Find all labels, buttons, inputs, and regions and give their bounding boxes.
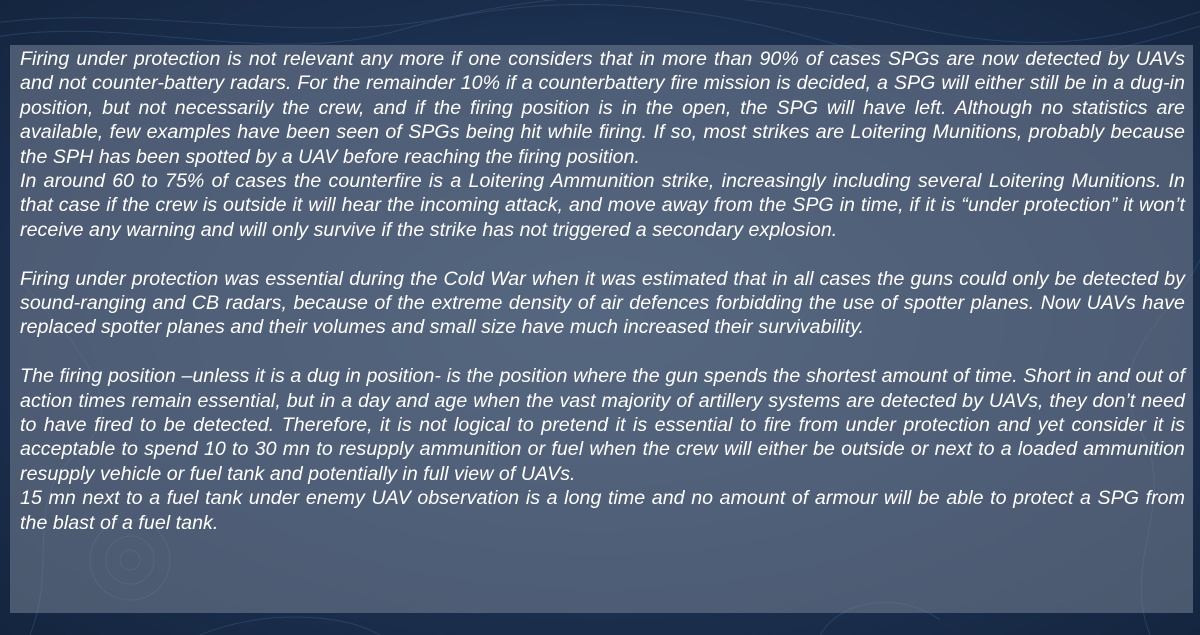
paragraph-cold-war: Firing under protection was essential during the Cold War when it was estimated that in all cases the guns could only be detected by sound-ranging and CB radars, because of the extreme density of air defences forbidding the use of spotter planes. Now UAVs have replaced spotter planes and their volumes and small size have much increased their survivability.	[20, 267, 1185, 339]
paragraph-counterfire-loitering: In around 60 to 75% of cases the counterfire is a Loitering Ammunition strike, increasingly including several Loitering Munitions. In that case if the crew is outside it will hear the incoming attack, and move away from the SPG in time, if it is “under protection” it won’t receive any warning and will only survive if the strike has not triggered a secondary explosion.	[20, 170, 1185, 241]
paragraph-fuel-tank: 15 mn next to a fuel tank under enemy UAV observation is a long time and no amount of armour will be able to protect a SPG from the blast of a fuel tank.	[20, 487, 1185, 534]
paragraph-gap	[20, 242, 1185, 266]
text-panel	[10, 45, 1193, 613]
paragraph-firing-relevance: Firing under protection is not relevant any more if one considers that in more than 90% of cases SPGs are now detected by UAVs and not counter-battery radars. For the remainder 10% if a counterbattery fire mission is decided, a SPG will either still be in a dug-in position, but not necessarily the crew, and if the firing position is in the open, the SPG will have left. Although no statistics are available, few examples have been seen of SPGs being hit while firing. If so, most strikes are Loitering Munitions, probably because the SPH has been spotted by a UAV before reaching the firing position.	[20, 48, 1185, 168]
paragraph-firing-position: The firing position –unless it is a dug in position- is the position where the gun spends the shortest amount of time. Short in and out of action times remain essential, but in a day and age when the vast majority of artillery systems are detected by UAVs, they don’t need to have fired to be detected. Therefore, it is not logical to pretend it is essential to fire from under protection and yet consider it is acceptable to spend 10 to 30 mn to resupply ammunition or fuel when the crew will either be outside or next to a loaded ammunition resupply vehicle or fuel tank and potentially in full view of UAVs.	[20, 365, 1185, 485]
paragraph-gap	[20, 340, 1185, 364]
